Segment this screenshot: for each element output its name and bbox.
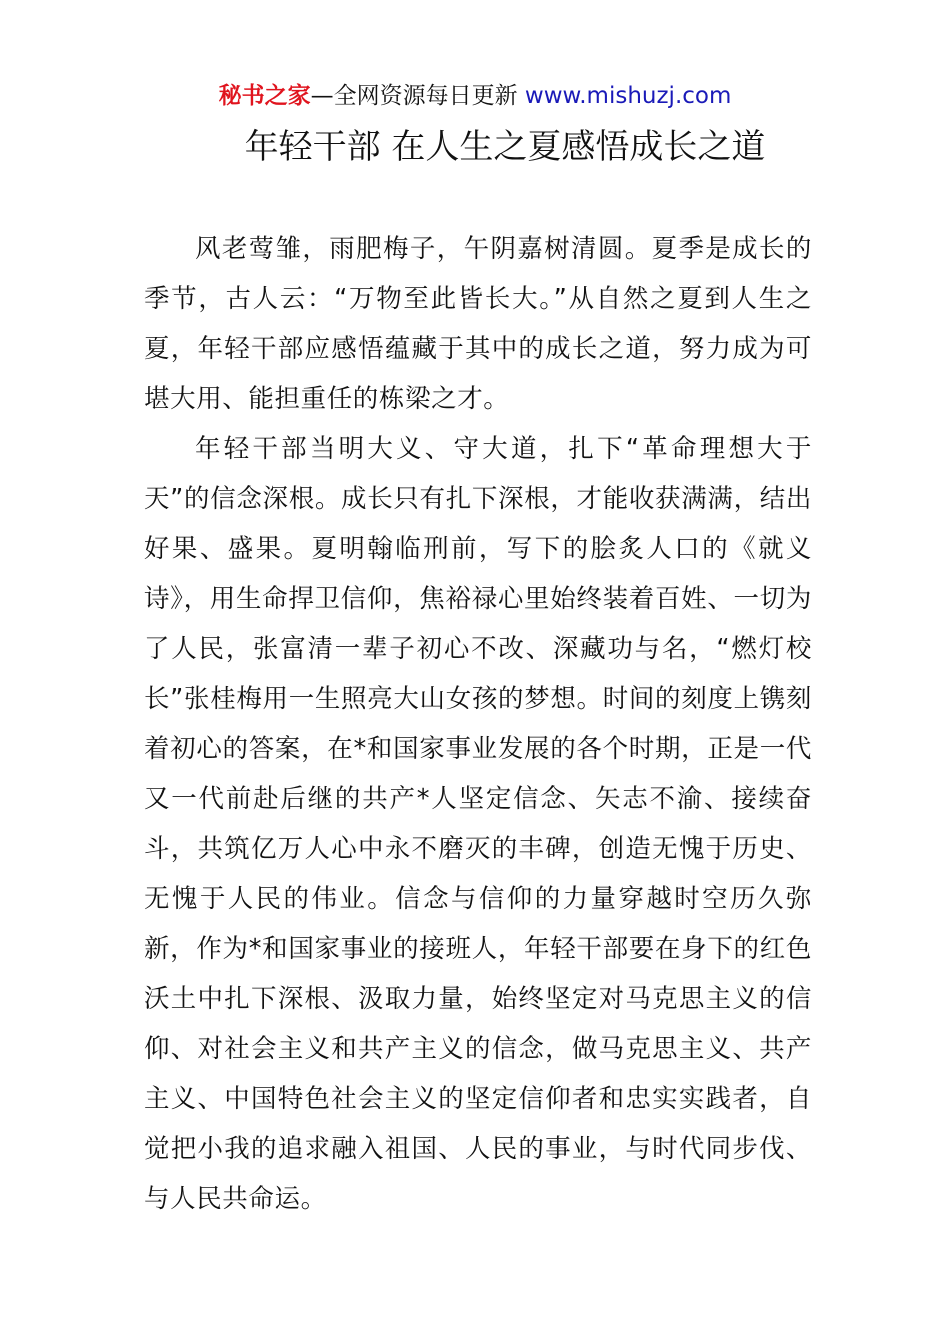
site-url-link[interactable]: www.mishuzj.com	[524, 83, 732, 109]
paragraph-1: 风老莺雏，雨肥梅子，午阴嘉树清圆。夏季是成长的季节，古人云：“万物至此皆长大。”从自然之夏到人生之夏，年轻干部应感悟蕴藏于其中的成长之道，努力成为可堪大用、能担重任的栋梁之才。	[144, 234, 812, 414]
site-header	[0, 80, 950, 112]
document-body	[144, 224, 812, 1224]
site-brand: 秘书之家	[218, 83, 311, 109]
paragraph-2: 年轻干部当明大义、守大道，扎下“革命理想大于天”的信念深根。成长只有扎下深根，才能收获满满，结出好果、盛果。夏明翰临刑前，写下的脍炙人口的《就义诗》，用生命捍卫信仰，焦裕禄心里始终装着百姓、一切为了人民，张富清一辈子初心不改、深藏功与名，“燃灯校长”张桂梅用一生照亮大山女孩的梦想。时间的刻度上镌刻着初心的答案，在*和国家事业发展的各个时期，正是一代又一代前赴后继的共产*人坚定信念、矢志不渝、接续奋斗，共筑亿万人心中永不磨灭的丰碑，创造无愧于历史、无愧于人民的伟业。信念与信仰的力量穿越时空历久弥新，作为*和国家事业的接班人，年轻干部要在身下的红色沃土中扎下深根、汲取力量，始终坚定对马克思主义的信仰、对社会主义和共产主义的信念，做马克思主义、共产主义、中国特色社会主义的坚定信仰者和忠实实践者，自觉把小我的追求融入祖国、人民的事业，与时代同步伐、与人民共命运。	[144, 434, 812, 1214]
site-tagline: —全网资源每日更新	[310, 83, 525, 109]
document-title: 年轻干部 在人生之夏感悟成长之道	[244, 127, 766, 167]
